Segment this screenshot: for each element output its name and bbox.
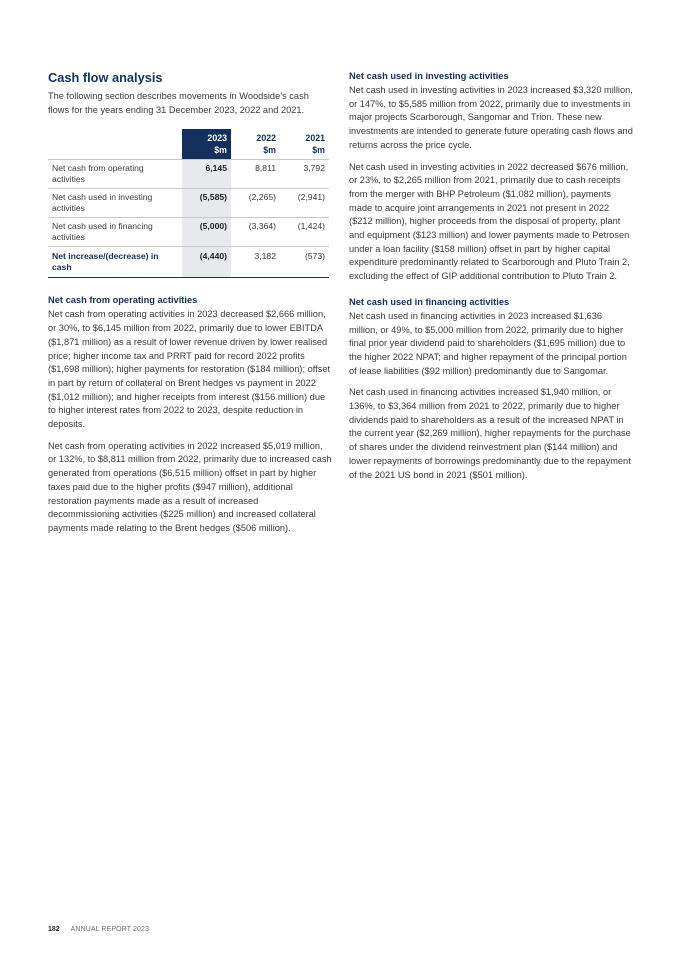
cell-2022: (2,265) [231, 189, 280, 218]
table-header-row [48, 129, 329, 160]
left-column [48, 70, 332, 544]
header-blank [48, 129, 182, 160]
total-2023: (4,440) [182, 247, 231, 278]
investing-paragraph-1: Net cash used in investing activities in 2023 increased $3,320 million, or 147%, to $5,585 million from 2022, primarily due to investments in major projects Scarborough, Sangomar and Trion. These new investments are intended to generate future operating cash flows and returns across the price cycle. [349, 85, 633, 150]
operating-paragraph-2: Net cash from operating activities in 2022 increased $5,019 million, or 132%, to $8,811 million from 2022, primarily due to increased cash generated from operations ($6,515 million) offset in part by higher taxes paid due to the higher profits ($947 million), additional restoration payments made as a result of increased decommissioning activities ($225 million) and increased collateral payments made relating to the Brent hedges ($506 million). [48, 440, 332, 533]
cell-2022: (3,364) [231, 218, 280, 247]
investing-heading: Net cash used in investing activities [349, 71, 509, 81]
cash-flow-table [48, 129, 329, 278]
cell-2023: 6,145 [182, 160, 231, 189]
operating-paragraph-1: Net cash from operating activities in 2023 decreased $2,666 million, or 30%, to $6,145 million from 2022, primarily due to lower EBITDA ($1,871 million) as a result of lower revenue driven by lower realised price; higher income tax and PRRT paid for record 2022 profits ($1,698 million); higher payments for restoration ($184 million); offset in part by return of collateral on Brent hedges vs payment in 2022 ($1,012 million); and higher receipts from interest ($156 million) due to higher interest rates from 2022 to 2023, despite reduction in deposits. [48, 309, 331, 430]
header-2022: 2022 $m [256, 133, 276, 156]
table-row [48, 218, 329, 247]
total-label: Net increase/(decrease) in cash [48, 247, 182, 278]
page-number: 182 [48, 926, 60, 933]
header-2021: 2021 $m [305, 133, 325, 156]
cell-2023: (5,585) [182, 189, 231, 218]
row-label: Net cash used in investing activities [48, 189, 182, 218]
cell-2023: (5,000) [182, 218, 231, 247]
header-2023: 2023 $m [182, 129, 231, 160]
total-2021: (573) [280, 247, 329, 278]
cell-2021: (2,941) [280, 189, 329, 218]
right-column [349, 70, 633, 490]
total-2022: 3,182 [231, 247, 280, 278]
table-total-row [48, 247, 329, 278]
cell-2021: (1,424) [280, 218, 329, 247]
intro-paragraph: The following section describes movements in Woodside’s cash flows for the years ending 31 December 2023, 2022 and 2021. [48, 91, 309, 115]
cell-2022: 8,811 [231, 160, 280, 189]
operating-heading: Net cash from operating activities [48, 295, 198, 306]
page-title: Cash flow analysis [48, 70, 163, 85]
financing-paragraph-2: Net cash used in financing activities increased $1,940 million, or 136%, to $3,364 million from 2021 to 2022, primarily due to higher dividends paid to shareholders as a result of the increased NPAT in the current year ($2,269 million), higher repayments for the purchase of shares under the dividend reinvestment plan ($144 million) and lower repayments of borrowings predominantly due to the repayment of the 2021 US bond in 2021 ($501 million). [349, 387, 631, 480]
cell-2021: 3,792 [280, 160, 329, 189]
table-row [48, 189, 329, 218]
row-label: Net cash used in financing activities [48, 218, 182, 247]
investing-paragraph-2: Net cash used in investing activities in 2022 decreased $676 million, or 23%, to $2,265 million from 2021, primarily due to cash receipts from the merger with BHP Petroleum ($1,082 million), payments made to acquire joint arrangements in 2021 not present in 2022 ($212 million), higher proceeds from the disposal of property, plant and equipment ($123 million) and lower payments made to Petrosen under a loan facility ($158 million) offset in part by higher capital expenditure predominantly related to Scarborough and Pluto Train 2, excluding the effect of GIP additional contribution to Pluto Train 2. [349, 161, 630, 282]
table-row [48, 160, 329, 189]
financing-heading: Net cash used in financing activities [349, 296, 510, 307]
financing-paragraph-1: Net cash used in financing activities in 2023 increased $1,636 million, or 49%, to $5,000 million from 2022, primarily due to higher final prior year dividend paid to shareholders ($1,695 million) due to the higher 2022 NPAT; and higher repayment of the principal portion of lease liabilities ($92 million) predominantly due to Sangomar. [349, 310, 627, 376]
row-label: Net cash from operating activities [48, 160, 182, 189]
page-footer [48, 925, 149, 935]
report-title: ANNUAL REPORT 2023 [70, 926, 149, 933]
